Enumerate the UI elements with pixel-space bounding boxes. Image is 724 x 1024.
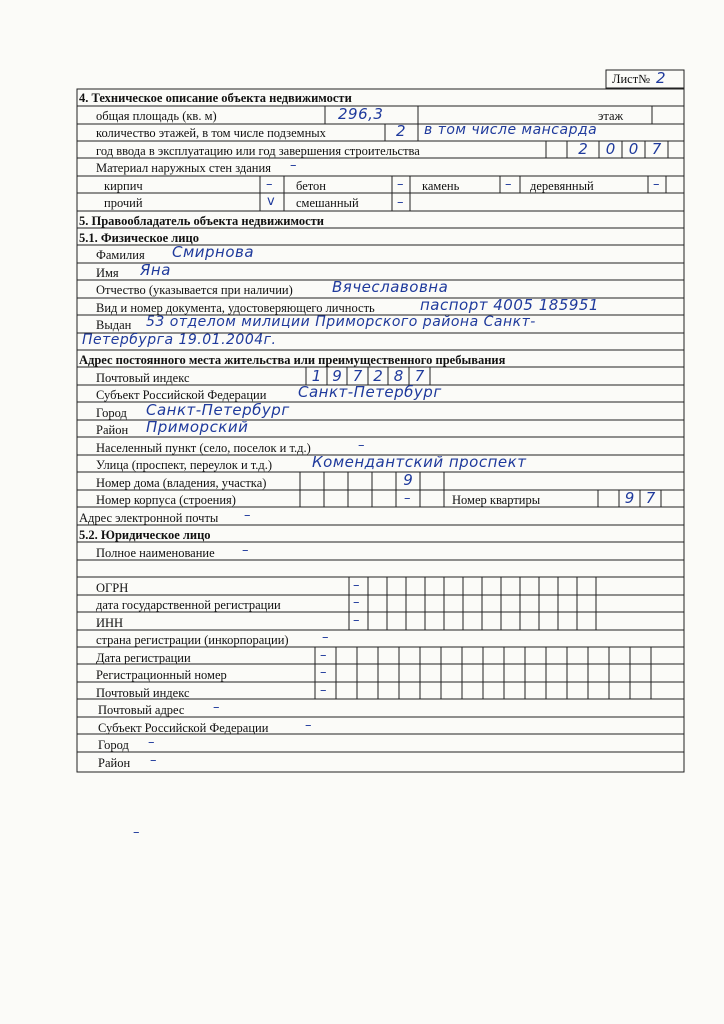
footer-mark: – bbox=[133, 825, 140, 840]
material-stone: камень bbox=[422, 179, 460, 193]
address-title: Адрес постоянного места жительства или преимущественного пребывания bbox=[79, 353, 506, 367]
settlement-label: Населенный пункт (село, поселок и т.д.) bbox=[96, 441, 311, 455]
postal-digit: 9 bbox=[332, 367, 342, 385]
legal-postal-label: Почтовый индекс bbox=[96, 686, 190, 700]
district-value: Приморский bbox=[146, 418, 249, 436]
fullname-value: – bbox=[242, 543, 249, 558]
name-value: Яна bbox=[140, 261, 171, 279]
surname-value: Смирнова bbox=[172, 243, 255, 261]
floors-note: в том числе мансарда bbox=[424, 122, 598, 138]
inn-value: – bbox=[353, 613, 360, 628]
material-value: – bbox=[290, 158, 297, 173]
postal-digit: 1 bbox=[311, 367, 322, 385]
postal-address-value: – bbox=[213, 700, 220, 715]
sheet-label: Лист№ bbox=[612, 72, 651, 86]
year-digit: 0 bbox=[628, 140, 639, 158]
settlement-value: – bbox=[358, 438, 365, 453]
year-digit: 7 bbox=[651, 140, 662, 158]
material-label: Материал наружных стен здания bbox=[96, 161, 271, 175]
issued-value-line1: 53 отделом милиции Приморского района Санкт- bbox=[146, 314, 536, 330]
ogrn-label: ОГРН bbox=[96, 581, 129, 595]
issued-value-line2: Петербурга 19.01.2004г. bbox=[82, 332, 277, 348]
date-reg-value: – bbox=[320, 648, 327, 663]
apartment-digit: 7 bbox=[645, 489, 656, 507]
legal-district-label: Район bbox=[98, 756, 131, 770]
fullname-label: Полное наименование bbox=[96, 546, 215, 560]
postal-digit: 8 bbox=[393, 367, 404, 385]
reg-number-label: Регистрационный номер bbox=[96, 668, 227, 682]
material-brick-mark: – bbox=[266, 177, 273, 192]
postal-digit: 7 bbox=[352, 367, 363, 385]
total-area-value: 296,3 bbox=[338, 105, 384, 123]
email-value: – bbox=[244, 508, 251, 523]
year-label: год ввода в эксплуатацию или год завершения строительства bbox=[96, 144, 420, 158]
postal-address-label: Почтовый адрес bbox=[98, 703, 185, 717]
material-mixed-mark: – bbox=[397, 195, 404, 210]
city-value: Санкт-Петербург bbox=[146, 401, 290, 419]
document-label: Вид и номер документа, удостоверяющего личность bbox=[96, 301, 375, 315]
material-other-mark: v bbox=[267, 194, 275, 209]
street-label: Улица (проспект, переулок и т.д.) bbox=[96, 458, 273, 472]
material-concrete-mark: – bbox=[397, 177, 404, 192]
ogrn-value: – bbox=[353, 578, 360, 593]
country-value: – bbox=[322, 630, 329, 645]
patronymic-value: Вячеславовна bbox=[332, 278, 449, 296]
patronymic-label: Отчество (указывается при наличии) bbox=[96, 283, 293, 297]
subject-label: Субъект Российской Федерации bbox=[96, 388, 267, 402]
apartment-digit: 9 bbox=[624, 489, 635, 507]
material-wood-mark: – bbox=[653, 177, 660, 192]
regdate-value: – bbox=[353, 595, 360, 610]
house-value: 9 bbox=[403, 471, 413, 489]
district-label: Район bbox=[96, 423, 129, 437]
material-mixed: смешанный bbox=[296, 196, 359, 210]
subject-value: Санкт-Петербург bbox=[298, 383, 442, 401]
material-concrete: бетон bbox=[296, 179, 326, 193]
legal-district-value: – bbox=[150, 753, 157, 768]
reg-number-value: – bbox=[320, 665, 327, 680]
issued-label: Выдан bbox=[96, 318, 132, 332]
house-label: Номер дома (владения, участка) bbox=[96, 476, 267, 490]
apartment-label: Номер квартиры bbox=[452, 493, 541, 507]
surname-label: Фамилия bbox=[96, 248, 145, 262]
name-label: Имя bbox=[96, 266, 119, 280]
postal-digit: 7 bbox=[414, 367, 425, 385]
material-brick: кирпич bbox=[104, 179, 143, 193]
floor-label: этаж bbox=[598, 109, 624, 123]
legal-subject-value: – bbox=[305, 718, 312, 733]
floors-label: количество этажей, в том числе подземных bbox=[96, 126, 326, 140]
legal-postal-value: – bbox=[320, 683, 327, 698]
year-digit: 0 bbox=[605, 140, 616, 158]
date-reg-label: Дата регистрации bbox=[96, 651, 191, 665]
individual-title: 5.1. Физическое лицо bbox=[79, 231, 199, 245]
legal-subject-label: Субъект Российской Федерации bbox=[98, 721, 269, 735]
city-label: Город bbox=[96, 406, 127, 420]
legal-title: 5.2. Юридическое лицо bbox=[79, 528, 211, 542]
floors-value: 2 bbox=[396, 122, 407, 140]
year-digit: 2 bbox=[578, 140, 588, 158]
section5-title: 5. Правообладатель объекта недвижимости bbox=[79, 214, 324, 228]
document-value: паспорт 4005 185951 bbox=[420, 296, 599, 314]
country-label: страна регистрации (инкорпорации) bbox=[96, 633, 289, 647]
postal-digit: 2 bbox=[373, 367, 383, 385]
material-other: прочий bbox=[104, 196, 143, 210]
regdate-label: дата государственной регистрации bbox=[96, 598, 281, 612]
inn-label: ИНН bbox=[96, 616, 124, 630]
building-value: – bbox=[404, 491, 411, 506]
email-label: Адрес электронной почты bbox=[79, 511, 219, 525]
legal-city-label: Город bbox=[98, 738, 129, 752]
material-stone-mark: – bbox=[505, 177, 512, 192]
sheet-number: 2 bbox=[656, 69, 667, 87]
postal-label: Почтовый индекс bbox=[96, 371, 190, 385]
section4-title: 4. Техническое описание объекта недвижимости bbox=[79, 91, 352, 105]
building-label: Номер корпуса (строения) bbox=[96, 493, 236, 507]
total-area-label: общая площадь (кв. м) bbox=[96, 109, 217, 123]
legal-city-value: – bbox=[148, 735, 155, 750]
material-wood: деревянный bbox=[530, 179, 594, 193]
street-value: Комендантский проспект bbox=[312, 453, 527, 471]
